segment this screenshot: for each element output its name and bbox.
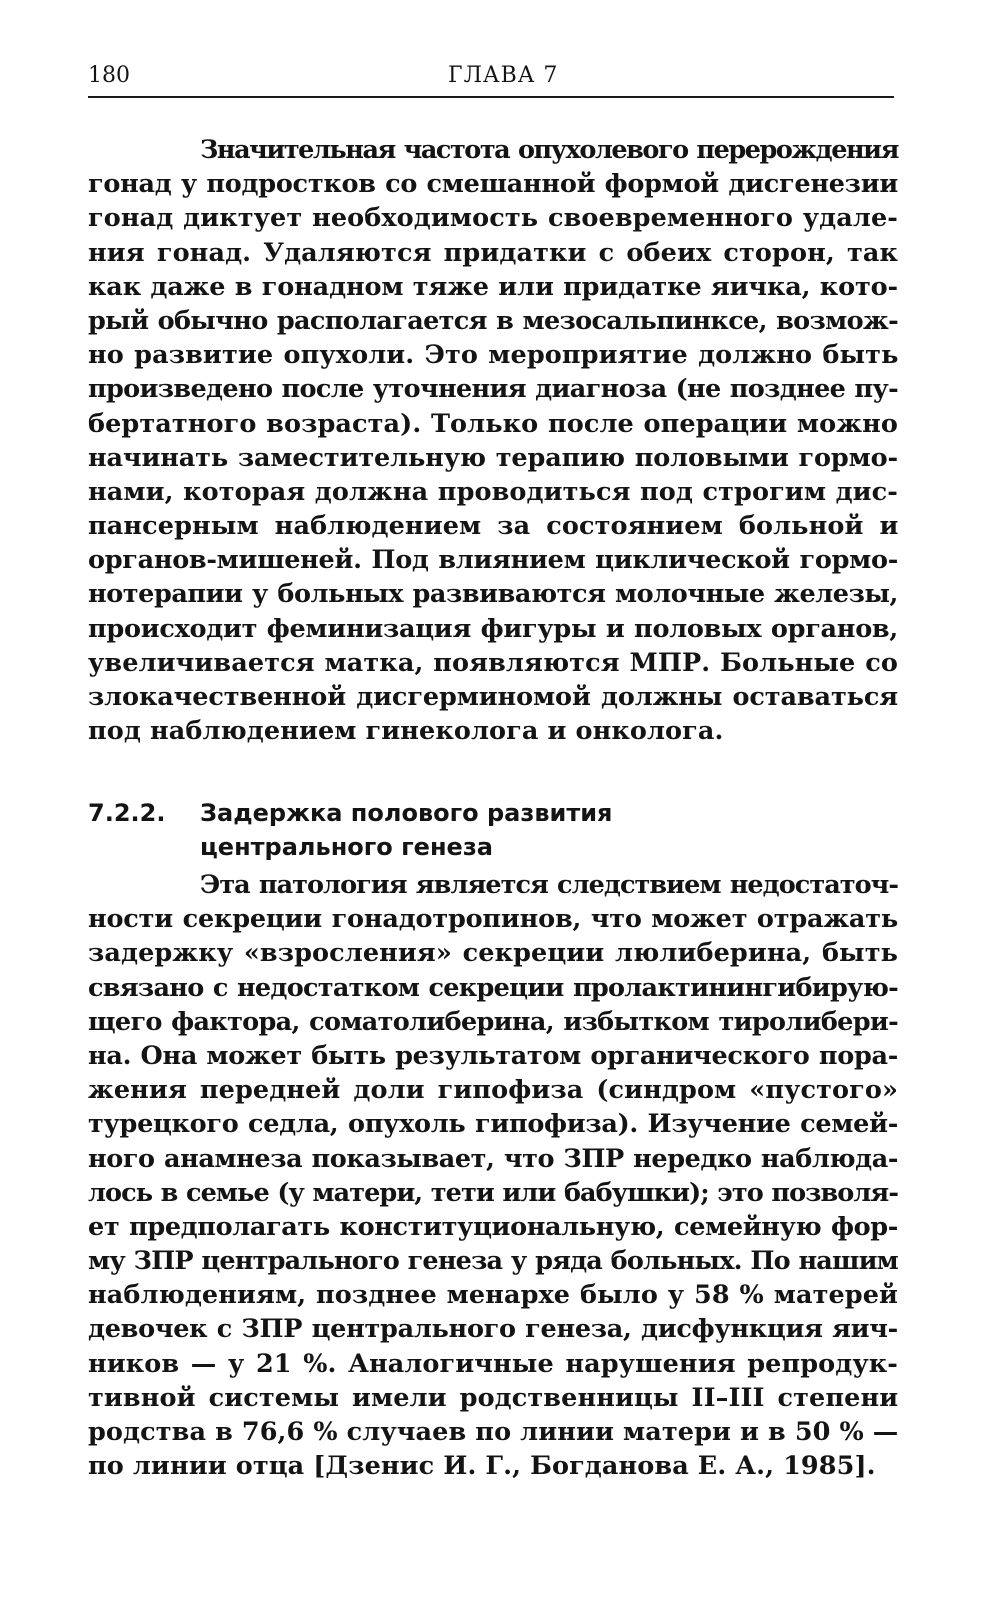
text-line: происходит феминизация фигуры и половых органов, <box>88 613 898 644</box>
text-line: тивной системы имели родственницы II–III степени <box>88 1382 899 1413</box>
text-line: наблюдениям, позднее менархе было у 58 % матерей <box>88 1280 899 1311</box>
text-line: Значительная частота опухолевого перерождения <box>200 135 898 165</box>
text-line: по линии отца [Дзенис И. Г., Богданова Е. А., 1985]. <box>88 1451 876 1482</box>
text-line: задержку «взросления» секреции люлиберина, быть <box>88 938 899 969</box>
text-line: органов-мишеней. Под влиянием циклической гормо- <box>88 545 898 576</box>
section-title-line: Задержка полового развития <box>200 799 613 827</box>
text-line: девочек с ЗПР центрального генеза, дисфункция яич- <box>88 1314 898 1345</box>
text-line: ет предполагать конституциональную, семейную фор- <box>88 1211 898 1242</box>
text-line: ников — у 21 %. Аналогичные нарушения репродук- <box>88 1348 898 1379</box>
section-number: 7.2.2. <box>88 799 166 827</box>
section-title-line: центрального генеза <box>200 833 493 861</box>
text-line: жения передней доли гипофиза (синдром «пустого» <box>88 1075 899 1106</box>
text-line: ного анамнеза показывает, что ЗПР нередко наблюда- <box>88 1143 898 1174</box>
page-number: 180 <box>88 63 130 88</box>
text-line: турецкого седла, опухоль гипофиза). Изучение семей- <box>88 1109 898 1140</box>
text-line: ности секреции гонадотропинов, что может отражать <box>88 904 898 935</box>
text-line: увеличивается матка, появляются МПР. Больные со <box>88 647 898 678</box>
text-line: пансерным наблюдением за состоянием больной и <box>88 511 899 542</box>
paragraph-central-delay <box>88 868 898 1483</box>
text-line: но развитие опухоли. Это мероприятие должно быть <box>88 340 899 371</box>
text-line: рый обычно располагается в мезосальпинксе, возмож- <box>88 305 898 336</box>
text-line: ния гонад. Удаляются придатки с обеих сторон, так <box>88 237 898 268</box>
text-line: гонад диктует необходимость своевременного удале- <box>88 203 898 234</box>
text-line: Эта патология является следствием недостаточ- <box>200 870 898 900</box>
text-line: начинать заместительную терапию половыми гормо- <box>88 442 898 473</box>
text-line: связано с недостатком секреции пролактинингибирую- <box>88 972 898 1003</box>
text-line: щего фактора, соматолиберина, избытком тиролибери- <box>88 1006 898 1037</box>
text-line: произведено после уточнения диагноза (не позднее пу- <box>88 374 898 405</box>
text-line: под наблюдением гинеколога и онколога. <box>88 716 724 747</box>
chapter-title: ГЛАВА 7 <box>448 63 559 88</box>
text-line: на. Она может быть результатом органического пора- <box>88 1040 898 1071</box>
text-line: родства в 76,6 % случаев по линии матери и в 50 % — <box>88 1417 899 1447</box>
text-line: му ЗПР центрального генеза у ряда больных. По нашим <box>88 1246 898 1277</box>
paragraph-gonad-removal <box>88 133 898 748</box>
text-line: злокачественной дисгерминомой должны оставаться <box>88 682 898 712</box>
text-line: нотерапии у больных развиваются молочные железы, <box>88 579 898 610</box>
section-title <box>200 796 880 864</box>
running-head <box>88 62 894 98</box>
text-line: бертатного возраста). Только после операции можно <box>88 408 898 439</box>
text-line: нами, которая должна проводиться под строгим дис- <box>88 476 898 507</box>
text-line: гонад у подростков со смешанной формой дисгенезии <box>88 169 898 200</box>
text-line: лось в семье (у матери, тети или бабушки); это позволя- <box>88 1177 898 1208</box>
text-line: как даже в гонадном тяже или придатке яичка, кото- <box>88 271 898 302</box>
